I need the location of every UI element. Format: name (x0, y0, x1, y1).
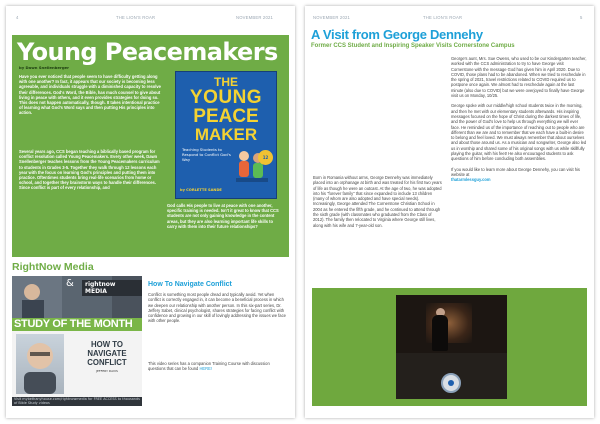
book-cover-tagline: Teaching Students to Respond to Conflict God's Way (182, 147, 231, 162)
right-page (305, 6, 594, 418)
page-number-left: 4 (16, 15, 19, 20)
book-cover-word: YOUNG (189, 87, 263, 108)
page-number-right: 5 (580, 15, 583, 20)
feature-byline: by Dawn Snellenberger (19, 65, 69, 70)
promo-footer-text: Visit mybethanyhouse.com/rightnowmedia for FREE ACCESS to thousands of Bible Study videos (14, 397, 140, 405)
article-paragraph-text: If you would like to learn more about George Dennehy, you can visit his website at (451, 166, 580, 177)
article-paragraph: George spoke with our middle/high school students twice in the morning, and then he met with our elementary students afterwards. His inspiring messages focused on the hope of Christ during the darkest times of life, and the power of God's love to help us through everything we will ever face. He reminded us of the importance of reaching out to people who are different than we are and to remember that we each have a built-in desire to belong and feel loved. We must always remember that about ourselves and about those around us. As a musician and songwriter, George also led us in worship and shared some of his original songs with us while skillfully playing the guitar, with his feet! He also encouraged students to ask questions of him before concluding both assemblies. (451, 103, 587, 162)
article-paragraph (451, 167, 587, 183)
book-cover-word: MAKER (194, 125, 258, 144)
book-cover-word: THE (214, 75, 238, 89)
promo-book-author: JEFFERY DAVIS (96, 369, 118, 373)
promo-ampersand: & (66, 278, 74, 289)
promo-book-title: HOW TO NAVIGATE CONFLICT (87, 340, 127, 367)
rightnow-logo: rightnow MEDIA (82, 280, 142, 296)
article-subtitle: Former CCS Student and Inspiring Speaker Visits Cornerstone Campus (311, 43, 515, 49)
event-photo (396, 295, 507, 399)
website-link[interactable]: thatarmlessguy.com (451, 177, 491, 183)
promo-banner: STUDY OF THE MONTH (14, 318, 133, 330)
promo-author-photo (16, 334, 64, 394)
promo-image (12, 276, 142, 406)
article-column-left: Born in Romania without arms, George Dennehy was immediately placed into an orphanage at birth and was treated for his first two years of life as though he were an outcast. At the age of two, he was adopted into his "forever family" that since expanded to include 13 children (many of whom are also adopted and have special needs). Increasingly, George attended The Cornerstone Christian School in 2004 as he entered the fifth grade, and he continued to attend through the sixth grade (with classmates who graduated from the Class of 2012). The family then relocated to Virginia where George still lives, along with his wife and 7-year-old son. (313, 175, 442, 228)
event-photo-frame (312, 288, 587, 406)
book-cover-badge: 12 (258, 150, 273, 165)
here-link[interactable]: HERE! (199, 366, 212, 372)
article-paragraph: George's aunt, Mrs. Sue Owens, who used to be our Kindergarten teacher, worked with the CCS administration to try to have George visit Cornerstone with the message God has given him in April 2020. Due to COVID, those plans had to be abandoned. When we tried to reschedule in the spring of 2021, travel restrictions related to COVID required us to postpone once again. We almost had to reschedule again at the last minute (also due to COVID) but we were overjoyed to finally have George visit us on Monday, 10/25. (451, 56, 587, 99)
sidebar-paragraph (148, 361, 286, 372)
article-title: A Visit from George Dennehy (311, 27, 483, 42)
feature-title: Young Peacemakers (17, 38, 278, 66)
magazine-title-left: THE LION'S ROAR (116, 15, 156, 20)
section-heading: RightNow Media (12, 261, 94, 273)
feature-panel (12, 35, 289, 257)
sidebar-paragraph: Conflict is something most people dread and typically avoid. Yet when conflict is correctly engaged in, it can become a beneficial process in which we deepen our relationship with another person. In this six-part series, Dr. Jeffery Sabet, clinical psychologist, shares strategies for facing conflict with confidence and growing in our skill of lovingly addressing the issues we face with other people. (148, 292, 286, 324)
feature-paragraph: God calls His people to live at peace with one another, specific training is needed. Isn't it great to know that CCS students are not only gaining knowledge in the content areas, but they are also learning important life skills to carry with them into their future relationships? (167, 203, 279, 229)
school-seal-icon (441, 373, 461, 393)
sidebar-paragraph-text: This video series has a companion Training Course with discussion questions that can be found (148, 361, 270, 372)
magazine-title-right: THE LION'S ROAR (423, 15, 463, 20)
author-portrait (16, 334, 64, 394)
feature-paragraph: Have you ever noticed that people seem to have difficulty getting along with one another? In fact, it appears that our society is becoming less agreeable, and individuals struggle with a diminished capacity to resolve their differences. God's Word, the Bible, has much counsel to give about living in peace with others, and it even provides strategies for doing so. This does not happen automatically, though. It takes intentional practice of learning what God's Word says and then putting His principles into action. (19, 74, 161, 116)
article-column-right (451, 56, 587, 188)
speaker-figure (432, 315, 448, 351)
left-page (6, 6, 295, 418)
book-cover-image (175, 71, 277, 199)
book-cover-word: PEACE (193, 106, 259, 127)
book-cover-authors: by CORLETTE SANDE (180, 188, 222, 192)
issue-date-right: NOVEMBER 2021 (313, 15, 351, 20)
school-seal-center (448, 380, 454, 386)
sidebar-title: How To Navigate Conflict (148, 281, 232, 288)
feature-paragraph: Several years ago, CCS began teaching a biblically based program for conflict resolution called Young Peacemakers. Every other week, Dawn Snellenberger teaches lessons from the Young Peacemakers curriculum to students in Grades 3-5. Together they walk through 12 lessons each year with the focus on learning God's principles and putting them into practice. Oftentimes students bring real-life scenarios from home or school, and together they brainstorm ways to handle their differences. Since conflict is part of every relationship, and (19, 149, 160, 191)
issue-date-left: NOVEMBER 2021 (236, 15, 274, 20)
